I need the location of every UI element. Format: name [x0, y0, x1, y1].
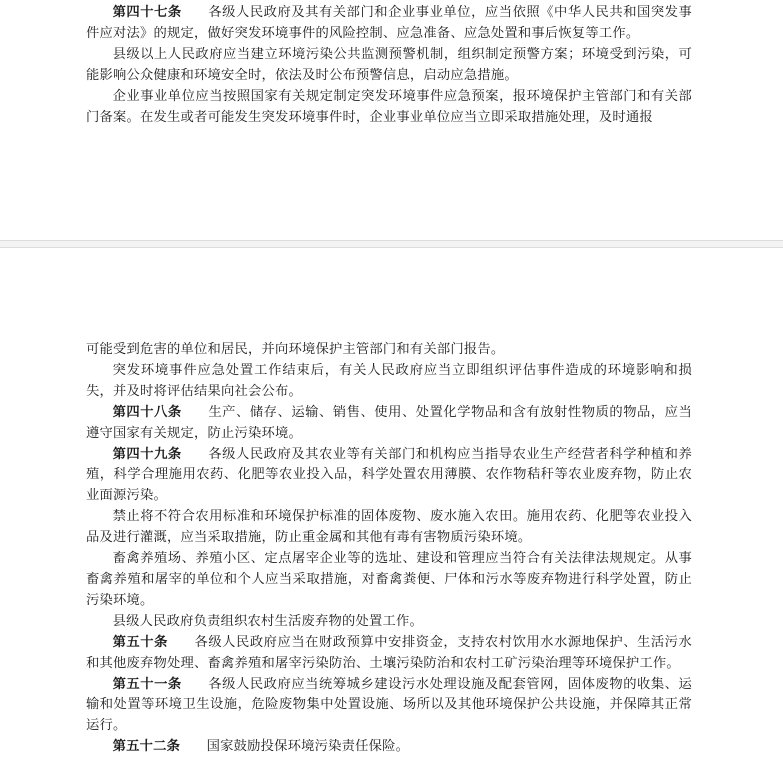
- paragraph: [86, 612, 692, 633]
- document-page-bottom: [0, 248, 783, 769]
- page-bottom-text: [86, 340, 692, 758]
- paragraph: [86, 445, 692, 508]
- paragraph-text: 各级人民政府及其农业等有关部门和机构应当指导农业生产经营者科学种植和养殖，科学合理施用农药、化肥等农业投入品，科学处置农用薄膜、农作物秸秆等农业废弃物，防止农业面源污染。: [86, 446, 693, 504]
- paragraph-text: 国家鼓励投保环境污染责任保险。: [206, 739, 410, 755]
- paragraph: [86, 549, 692, 612]
- paragraph-text: 县级以上人民政府应当建立环境污染公共监测预警机制，组织制定预警方案；环境受到污染，可能影响公众健康和环境安全时，依法及时公布预警信息，启动应急措施。: [86, 46, 692, 83]
- paragraph-text: 禁止将不符合农用标准和环境保护标准的固体废物、废水施入农田。施用农药、化肥等农业投入品及进行灌溉，应当采取措施，防止重金属和其他有毒有害物质污染环境。: [86, 509, 692, 546]
- paragraph-text: 企业事业单位应当按照国家有关规定制定突发环境事件应急预案，报环境保护主管部门和有关部门备案。在发生或者可能发生突发环境事件时，企业事业单位应当立即采取措施处理，及时通报: [86, 88, 692, 125]
- article-number: 第四十七条: [112, 5, 182, 20]
- paragraph-continuation: [86, 340, 692, 361]
- paragraph: [86, 737, 692, 758]
- paragraph: [86, 361, 692, 403]
- document-page-top: [0, 0, 783, 240]
- paragraph: [86, 507, 692, 549]
- page-top-text: [86, 3, 692, 128]
- paragraph-text: 突发环境事件应急处置工作结束后，有关人民政府应当立即组织评估事件造成的环境影响和损失，并及时将评估结果向社会公布。: [86, 362, 692, 399]
- article-number: 第五十二条: [112, 739, 181, 755]
- paragraph: [86, 403, 692, 445]
- paragraph: [86, 45, 692, 87]
- article-number: 第四十九条: [112, 446, 182, 462]
- paragraph: [86, 675, 692, 738]
- paragraph-text: 生产、储存、运输、销售、使用、处置化学物品和含有放射性物质的物品，应当遵守国家有关规定，防止污染环境。: [86, 404, 693, 441]
- paragraph-text: 各级人民政府应当统筹城乡建设污水处理设施及配套管网，固体废物的收集、运输和处置等环境卫生设施，危险废物集中处置设施、场所以及其他环境保护公共设施，并保障其正常运行。: [86, 676, 693, 734]
- paragraph-text: 县级人民政府负责组织农村生活废弃物的处置工作。: [112, 613, 424, 629]
- paragraph-text: 可能受到危害的单位和居民，并向环境保护主管部门和有关部门报告。: [86, 342, 505, 357]
- paragraph: [86, 633, 692, 675]
- article-number: 第五十一条: [112, 676, 182, 692]
- paragraph: [86, 87, 692, 129]
- paragraph-text: 各级人民政府及其有关部门和企业事业单位，应当依照《中华人民共和国突发事件应对法》的规定，做好突发环境事件的风险控制、应急准备、应急处置和事后恢复等工作。: [86, 5, 693, 41]
- article-number: 第四十八条: [112, 404, 182, 420]
- paragraph-text: 各级人民政府应当在财政预算中安排资金，支持农村饮用水水源地保护、生活污水和其他废弃物处理、畜禽养殖和屠宰污染防治、土壤污染防治和农村工矿污染治理等环境保护工作。: [86, 634, 692, 671]
- page-break: [0, 240, 783, 248]
- paragraph-text: 畜禽养殖场、养殖小区、定点屠宰企业等的选址、建设和管理应当符合有关法律法规规定。从事畜禽养殖和屠宰的单位和个人应当采取措施，对畜禽粪便、尸体和污水等废弃物进行科学处置，防止污染环境。: [86, 551, 692, 608]
- article-number: 第五十条: [112, 634, 168, 650]
- paragraph: [86, 3, 692, 45]
